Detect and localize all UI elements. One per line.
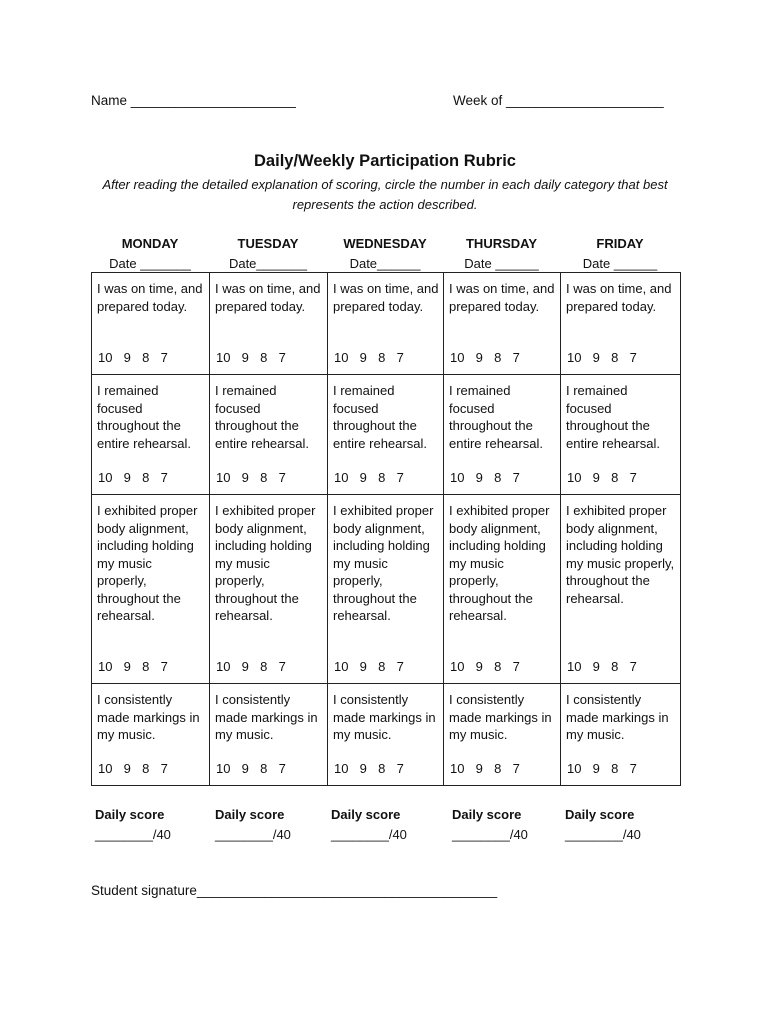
daily-score-blank[interactable]: ________/40 [565,827,641,842]
daily-score-blank[interactable]: ________/40 [215,827,291,842]
criterion-text: I was on time, and prepared today. [449,281,555,314]
criterion-text: I exhibited proper body alignment, including holding my music properly, throughout the rehearsal. [566,503,675,606]
criterion-text: I was on time, and prepared today. [215,281,321,314]
score-scale[interactable]: 10 9 8 7 [216,658,286,674]
student-signature-line[interactable]: Student signature________________________________________ [91,883,498,898]
week-field-label: Week of _____________________ [453,93,664,108]
criterion-text: I remained focused throughout the entire rehearsal. [97,383,191,451]
criterion-text: I remained focused throughout the entire rehearsal. [449,383,543,451]
score-scale[interactable]: 10 9 8 7 [450,469,520,485]
rubric-cell [328,273,444,375]
score-scale[interactable]: 10 9 8 7 [98,760,168,776]
rubric-cell [561,495,681,684]
rubric-row-focused [92,375,681,495]
day-header-wednesday [327,234,443,274]
daily-score-label: Daily score [215,807,285,822]
day-name: FRIDAY [596,236,644,251]
score-scale[interactable]: 10 9 8 7 [567,469,637,485]
rubric-cell [210,273,328,375]
rubric-table [91,272,681,786]
rubric-cell [328,684,444,786]
day-header-friday [560,234,680,274]
rubric-cell [92,684,210,786]
score-scale[interactable]: 10 9 8 7 [216,760,286,776]
criterion-text: I was on time, and prepared today. [97,281,203,314]
date-label: Date______ [349,256,421,271]
score-scale[interactable]: 10 9 8 7 [98,349,168,365]
score-scale[interactable]: 10 9 8 7 [450,349,520,365]
score-scale[interactable]: 10 9 8 7 [216,349,286,365]
rubric-cell [444,495,561,684]
score-scale[interactable]: 10 9 8 7 [450,760,520,776]
date-label: Date _______ [109,256,191,271]
score-scale[interactable]: 10 9 8 7 [98,469,168,485]
score-scale[interactable]: 10 9 8 7 [450,658,520,674]
instructions: After reading the detailed explanation of scoring, circle the number in each daily category that best represents the action described. [102,177,668,212]
name-field-label: Name ______________________ [91,93,296,108]
criterion-text: I was on time, and prepared today. [333,281,439,314]
score-scale[interactable]: 10 9 8 7 [567,349,637,365]
score-scale[interactable]: 10 9 8 7 [567,658,637,674]
score-scale[interactable]: 10 9 8 7 [98,658,168,674]
rubric-cell [561,273,681,375]
rubric-cell [444,684,561,786]
rubric-cell [210,375,328,495]
day-name: MONDAY [121,236,179,251]
daily-score-blank[interactable]: ________/40 [95,827,171,842]
criterion-text: I exhibited proper body alignment, including holding my music properly, throughout the rehearsal. [97,503,198,623]
score-scale[interactable]: 10 9 8 7 [334,658,404,674]
daily-score-monday [95,805,171,845]
daily-score-tuesday [215,805,291,845]
day-name: THURSDAY [465,236,538,251]
rubric-cell [328,495,444,684]
criterion-text: I consistently made markings in my music. [333,692,436,742]
daily-score-blank[interactable]: ________/40 [452,827,528,842]
daily-score-label: Daily score [452,807,522,822]
criterion-text: I consistently made markings in my music. [449,692,552,742]
criterion-text: I exhibited proper body alignment, including holding my music properly, throughout the rehearsal. [333,503,434,623]
daily-score-thursday [452,805,528,845]
score-scale[interactable]: 10 9 8 7 [334,760,404,776]
daily-score-blank[interactable]: ________/40 [331,827,407,842]
rubric-cell [328,375,444,495]
rubric-cell [561,684,681,786]
criterion-text: I consistently made markings in my music. [97,692,200,742]
rubric-cell [444,273,561,375]
daily-score-label: Daily score [565,807,635,822]
day-name: TUESDAY [237,236,299,251]
page-title: Daily/Weekly Participation Rubric [254,152,516,170]
day-name: WEDNESDAY [343,236,427,251]
criterion-text: I exhibited proper body alignment, including holding my music properly, throughout the rehearsal. [449,503,550,623]
rubric-cell [92,495,210,684]
daily-score-friday [565,805,641,845]
day-header-thursday [443,234,560,274]
daily-score-label: Daily score [95,807,165,822]
rubric-cell [210,684,328,786]
day-header-tuesday [209,234,327,274]
daily-score-wednesday [331,805,407,845]
rubric-row-markings [92,684,681,786]
day-header-monday [91,234,209,274]
date-label: Date ______ [582,256,658,271]
criterion-text: I was on time, and prepared today. [566,281,672,314]
criterion-text: I consistently made markings in my music. [566,692,669,742]
rubric-row-alignment [92,495,681,684]
criterion-text: I remained focused throughout the entire rehearsal. [215,383,309,451]
rubric-cell [561,375,681,495]
rubric-cell [210,495,328,684]
rubric-cell [92,273,210,375]
criterion-text: I remained focused throughout the entire rehearsal. [566,383,660,451]
criterion-text: I exhibited proper body alignment, including holding my music properly, throughout the rehearsal. [215,503,316,623]
criterion-text: I consistently made markings in my music. [215,692,318,742]
score-scale[interactable]: 10 9 8 7 [334,469,404,485]
date-label: Date ______ [464,256,539,271]
date-label: Date_______ [228,256,308,271]
rubric-row-on-time [92,273,681,375]
daily-score-label: Daily score [331,807,401,822]
score-scale[interactable]: 10 9 8 7 [334,349,404,365]
rubric-cell [444,375,561,495]
score-scale[interactable]: 10 9 8 7 [567,760,637,776]
criterion-text: I remained focused throughout the entire rehearsal. [333,383,427,451]
rubric-cell [92,375,210,495]
score-scale[interactable]: 10 9 8 7 [216,469,286,485]
